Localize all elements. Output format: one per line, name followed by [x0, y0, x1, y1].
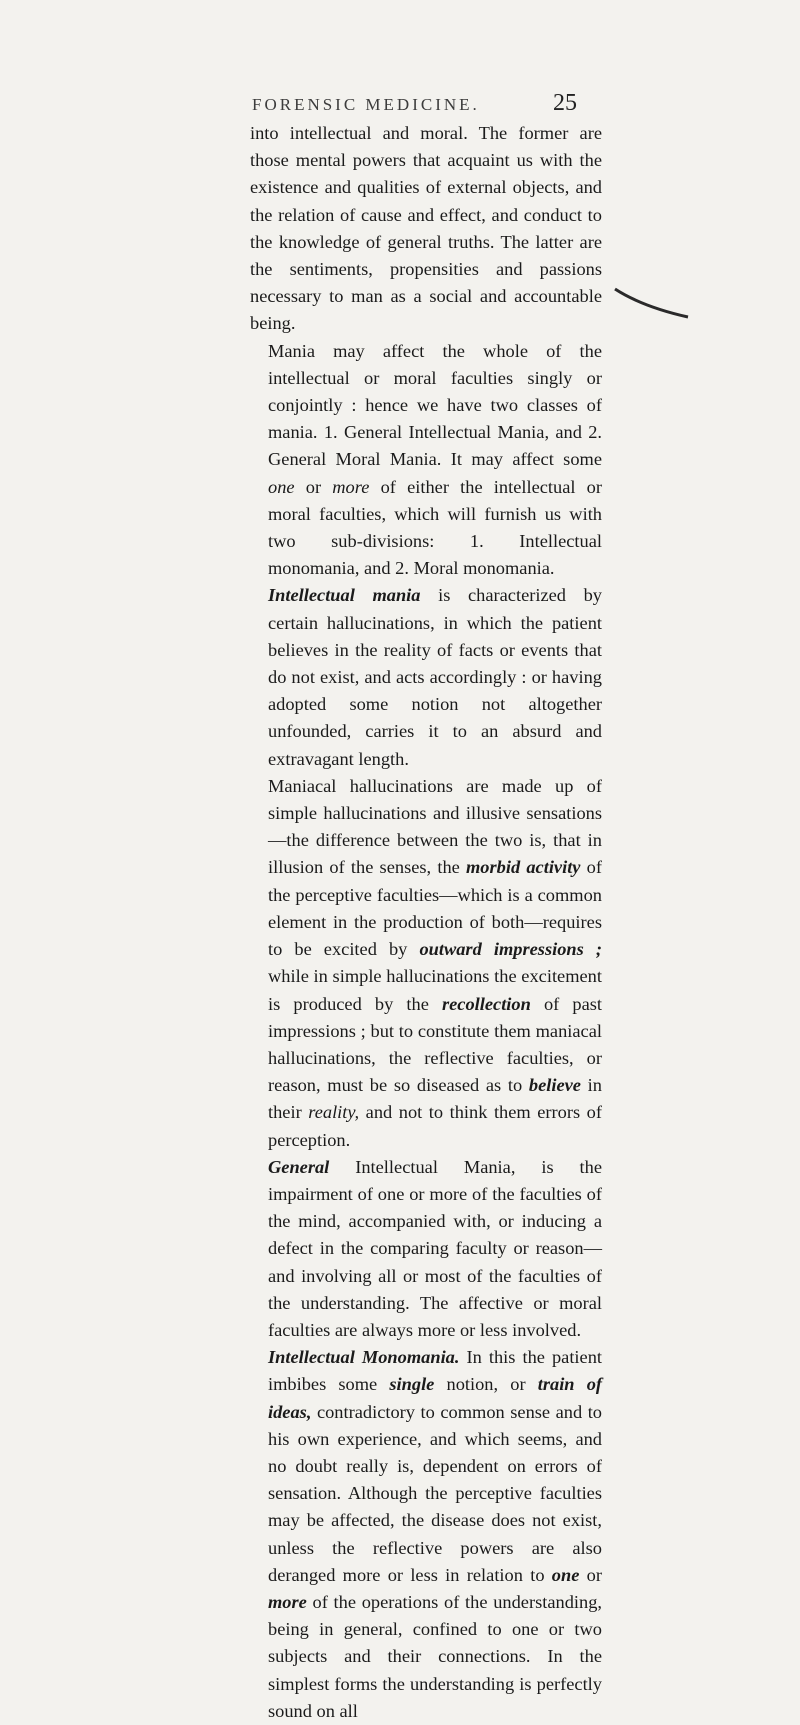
text-run: or	[294, 476, 333, 497]
text-run: in their	[268, 1075, 602, 1123]
page-number: 25	[553, 90, 577, 116]
text-run: Maniacal hallucinations are made up of simple hallucinations and illusive sensations—the difference between the two is, that in illusion of the senses, the	[268, 775, 602, 878]
text-run: notion, or	[434, 1374, 538, 1395]
text-run: Intellectual Mania, is the impairment of one or more of the faculties of the mind, accompanied with, or inducing a defect in the comparing faculty or reason—and involving all or most of the faculties of the understanding. The affective or moral faculties are always more or less involved.	[268, 1156, 602, 1340]
text-run: while in simple hallucinations the excitement is produced by the	[268, 966, 602, 1014]
emphasis: train of ideas,	[268, 1374, 603, 1422]
text-run: of past impressions ; but to constitute them maniacal hallucinations, the reflective faculties, or reason, must be so diseased as to	[268, 993, 602, 1096]
text-run: or	[579, 1564, 602, 1585]
page-header	[252, 90, 577, 117]
text-run: Mania may affect the whole of the intellectual or moral faculties singly or conjointly : hence we have two classes of mania. 1. General Intellectual Mania, and 2. General Moral Mania. It may affect some	[268, 340, 602, 470]
emphasis: Intellectual Monomania.	[268, 1347, 460, 1368]
emphasis: one	[551, 1564, 580, 1585]
emphasis: more	[332, 476, 370, 497]
emphasis: believe	[528, 1075, 581, 1096]
emphasis: one	[268, 476, 295, 497]
text-run: In this the patient imbibes some	[268, 1347, 603, 1395]
paragraph	[250, 120, 602, 338]
emphasis: General	[268, 1156, 330, 1177]
emphasis: Intellectual mania	[268, 585, 421, 606]
paragraph	[250, 1344, 602, 1725]
emphasis: single	[389, 1374, 435, 1395]
emphasis: recollection	[441, 993, 531, 1014]
paragraph	[250, 1154, 602, 1344]
emphasis: outward impressions ;	[419, 939, 602, 960]
emphasis: reality,	[308, 1102, 360, 1123]
text-run: into intellectual and moral. The former are those mental powers that acquaint us with the existence and qualities of external objects, and the relation of cause and effect, and conduct to the knowledge of general truths. The latter are the sentiments, propensities and passions necessary to man as a social and accountable being.	[250, 123, 602, 334]
text-run: contradictory to common sense and to his own experience, and which seems, and no doubt really is, dependent on errors of sensation. Although the perceptive faculties may be affected, the disease does not exist, unless the reflective powers are also deranged more or less in relation to	[268, 1401, 602, 1585]
paragraph	[250, 582, 602, 772]
running-title: FORENSIC MEDICINE.	[252, 95, 480, 114]
paragraph	[250, 338, 602, 583]
text-run: of the operations of the understanding, being in general, confined to one or two subjects and their connections. In the simplest forms the understanding is perfectly sound on all	[268, 1591, 602, 1721]
text-run: of the perceptive faculties—which is a common element in the production of both—requires to be excited by	[268, 857, 602, 960]
text-run: is characterized by certain hallucinations, in which the patient believes in the reality of facts or events that do not exist, and acts accordingly : or having adopted some notion not altogether unfounded, carries it to an absurd and extravagant length.	[268, 585, 602, 769]
paragraph	[250, 773, 602, 1154]
text-run: and not to think them errors of perception.	[268, 1102, 602, 1150]
text-run: of either the intellectual or moral faculties, which will furnish us with two sub-divisions: 1. Intellectual monomania, and 2. Moral monomania.	[268, 476, 602, 579]
ink-mark	[613, 287, 693, 321]
emphasis: more	[268, 1591, 307, 1612]
body-text	[250, 120, 602, 1725]
emphasis: morbid activity	[466, 857, 581, 878]
